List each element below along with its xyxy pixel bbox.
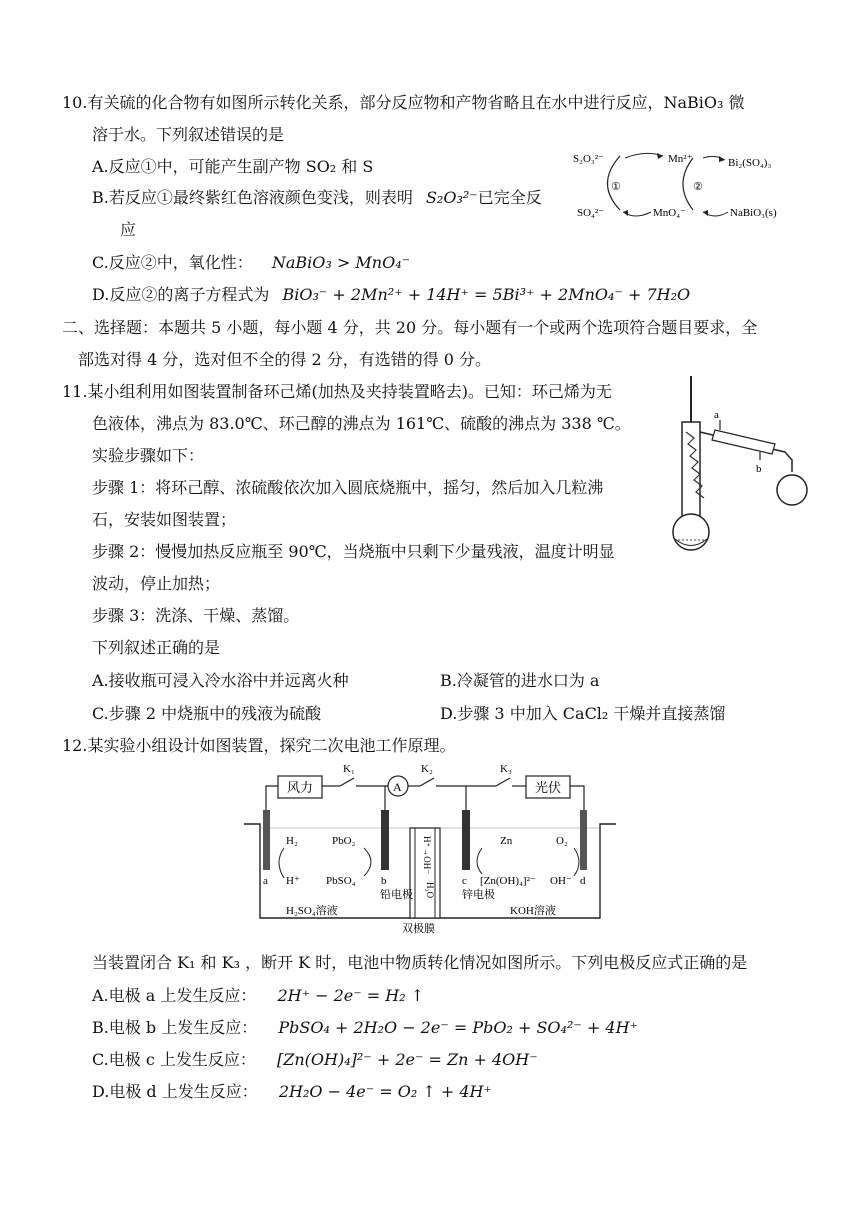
q10-dg-mn2: Mn²⁺ — [668, 153, 693, 165]
q10-option-b-text2: 已完全反 — [477, 188, 542, 207]
q12-k2-label: K₂ — [421, 763, 433, 775]
q10-option-b-formula: S₂O₃²⁻ — [425, 188, 478, 207]
q12-option-c — [92, 1049, 538, 1071]
q12-h2so4: H₂SO₄溶液 — [286, 905, 338, 917]
q12-o2: O₂ — [556, 835, 568, 847]
q10-dg-r2: ② — [693, 181, 703, 193]
q12-switch-k3 — [496, 778, 510, 786]
q10-option-c-text: C.反应②中，氧化性： — [92, 253, 253, 272]
q12-arrow-c — [477, 848, 482, 874]
q11-condenser-jacket — [712, 430, 775, 454]
q10-option-b-cont: 应 — [120, 220, 137, 239]
q12-arrow-a — [279, 848, 284, 878]
q12-k1-label: K₁ — [343, 763, 355, 775]
q10-option-b-text: B.若反应①最终紫红色溶液颜色变浅，则表明 — [92, 188, 413, 207]
q12-k3-label: K₃ — [500, 763, 512, 775]
q12-ohminus: OH⁻ — [550, 875, 572, 887]
q12-option-d-formula: 2H₂O − 4e⁻ = O₂ ↑ + 4H⁺ — [278, 1082, 492, 1101]
q12-electrode-b — [381, 810, 389, 870]
q10-option-a: A.反应①中，可能产生副产物 SO₂ 和 S — [92, 157, 374, 176]
q12-lead-electrode: 铅电极 — [380, 889, 413, 901]
q10-dg-s2o3: S₂O₃²⁻ — [573, 153, 604, 165]
q12-arrow-d — [574, 848, 579, 876]
q11-step2-line1: 步骤 2：慢慢加热反应瓶至 90℃，当烧瓶中只剩下少量残液，温度计明显 — [92, 542, 615, 561]
q11-step1-line1: 步骤 1：将环己醇、浓硫酸依次加入圆底烧瓶中，摇匀，然后加入几粒沸 — [92, 478, 604, 497]
q12-condition: 当装置闭合 K₁ 和 K₃ ，断开 K 时，电池中物质转化情况如图所示。下列电极反应式正确的是 — [92, 953, 748, 972]
q12-pbso4: PbSO₄ — [326, 875, 356, 887]
q12-electrode-a — [263, 810, 270, 870]
q12-electrode-d — [580, 810, 587, 870]
q12-label-a: a — [263, 875, 268, 887]
q11-steps-title: 实验步骤如下： — [92, 446, 205, 465]
q11-round-flask — [673, 514, 709, 550]
q10-option-d-text: D.反应②的离子方程式为 — [92, 285, 270, 304]
q12-option-b-text: B.电极 b 上发生反应： — [92, 1018, 258, 1037]
q12-option-c-formula: [Zn(OH)₄]²⁻ + 2e⁻ = Zn + 4OH⁻ — [277, 1050, 538, 1069]
q12-h2: H₂ — [286, 835, 298, 847]
q10-option-d-formula: BiO₃⁻ + 2Mn²⁺ + 14H⁺ = 5Bi³⁺ + 2MnO₄⁻ + 7H₂O — [282, 285, 691, 304]
q10-option-b — [92, 187, 542, 209]
q12-solar-label: 光伏 — [535, 780, 562, 795]
q12-znoh4: [Zn(OH)₄]²⁻ — [480, 875, 536, 887]
q12-battery-diagram — [240, 758, 620, 934]
q11-receiver-flask — [777, 475, 807, 505]
q12-label-c: c — [462, 875, 467, 887]
q10-dg-mno4: MnO₄⁻ — [653, 207, 686, 219]
q12-membrane-water: H₂O — [425, 882, 435, 899]
q11-option-a: A.接收瓶可浸入冷水浴中并远离火种 — [92, 671, 349, 690]
q10-stem-line2: 溶于水。下列叙述错误的是 — [92, 125, 285, 144]
q10-dg-bi2so4: Bi₂(SO₄)₃ — [728, 157, 772, 169]
q11-label-a: a — [714, 409, 719, 421]
q10-cycle-diagram — [565, 144, 785, 229]
q12-label-d: d — [580, 875, 586, 887]
q12-option-b-formula: PbSO₄ + 2H₂O − 2e⁻ = PbO₂ + SO₄²⁻ + 4H⁺ — [278, 1018, 638, 1037]
q12-zinc-electrode: 锌电极 — [462, 889, 495, 901]
q12-label-b: b — [381, 875, 387, 887]
q11-step3: 步骤 3：洗涤、干燥、蒸馏。 — [92, 606, 300, 625]
q12-ammeter-label: A — [393, 780, 402, 794]
section2-line2: 部选对得 4 分，选对但不全的得 2 分，有选错的得 0 分。 — [78, 350, 492, 369]
q12-arrow-b — [364, 848, 371, 876]
q10-stem-line1: 10.有关硫的化合物有如图所示转化关系，部分反应物和产物省略且在水中进行反应，NaBiO₃ 微 — [62, 93, 745, 112]
q12-zn: Zn — [500, 835, 513, 847]
q12-hplus: H⁺ — [286, 875, 300, 887]
q12-option-d — [92, 1081, 492, 1103]
q10-option-c — [92, 252, 410, 274]
q12-option-b — [92, 1017, 638, 1039]
q10-option-d — [92, 284, 690, 306]
q11-stem-line2: 色液体，沸点为 83.0℃、环己醇的沸点为 161℃、硫酸的沸点为 338 ℃。 — [92, 414, 631, 433]
q11-option-d: D.步骤 3 中加入 CaCl₂ 干燥并直接蒸馏 — [440, 704, 726, 723]
q11-option-b: B.冷凝管的进水口为 a — [440, 671, 600, 690]
q12-koh: KOH溶液 — [510, 905, 556, 917]
q11-distillation-apparatus — [660, 372, 825, 557]
q11-question: 下列叙述正确的是 — [92, 638, 221, 657]
q11-step2-line2: 波动，停止加热； — [92, 574, 221, 593]
q12-option-d-text: D.电极 d 上发生反应： — [92, 1082, 258, 1101]
q11-step1-line2: 石，安装如图装置； — [92, 510, 237, 529]
q11-stem-line1: 11.某小组利用如图装置制备环己烯(加热及夹持装置略去)。已知：环己烯为无 — [62, 382, 612, 401]
q12-switch-k2 — [420, 778, 434, 786]
q12-membrane-label: 双极膜 — [402, 923, 435, 934]
q12-option-a-text: A.电极 a 上发生反应： — [92, 986, 257, 1005]
q12-pbo2: PbO₂ — [332, 835, 356, 847]
q11-label-b: b — [756, 463, 762, 475]
q11-adapter — [785, 452, 792, 472]
q10-dg-so4: SO₄²⁻ — [577, 207, 605, 219]
q12-membrane-inner: H⁺→OH⁻ — [422, 836, 432, 874]
q10-dg-r1: ① — [611, 181, 621, 193]
q12-wind-label: 风力 — [287, 780, 314, 795]
q10-option-c-formula: NaBiO₃ > MnO₄⁻ — [271, 253, 411, 272]
q12-option-a-formula: 2H⁺ − 2e⁻ = H₂ ↑ — [277, 986, 425, 1005]
q12-electrode-c — [462, 810, 470, 870]
q12-switch-k1 — [340, 778, 354, 786]
q10-dg-nabio3: NaBiO₃(s) — [730, 207, 777, 219]
q11-option-c: C.步骤 2 中烧瓶中的残液为硫酸 — [92, 704, 322, 723]
q12-option-a — [92, 985, 424, 1007]
q12-option-c-text: C.电极 c 上发生反应： — [92, 1050, 256, 1069]
q10-dg-arc2 — [683, 158, 693, 210]
q10-dg-arrowhead1a — [657, 153, 663, 159]
q12-stem: 12.某实验小组设计如图装置，探究二次电池工作原理。 — [62, 736, 456, 755]
section2-line1: 二、选择题：本题共 5 小题，每小题 4 分，共 20 分。每小题有一个或两个选项符合题目要求，全 — [62, 318, 758, 337]
